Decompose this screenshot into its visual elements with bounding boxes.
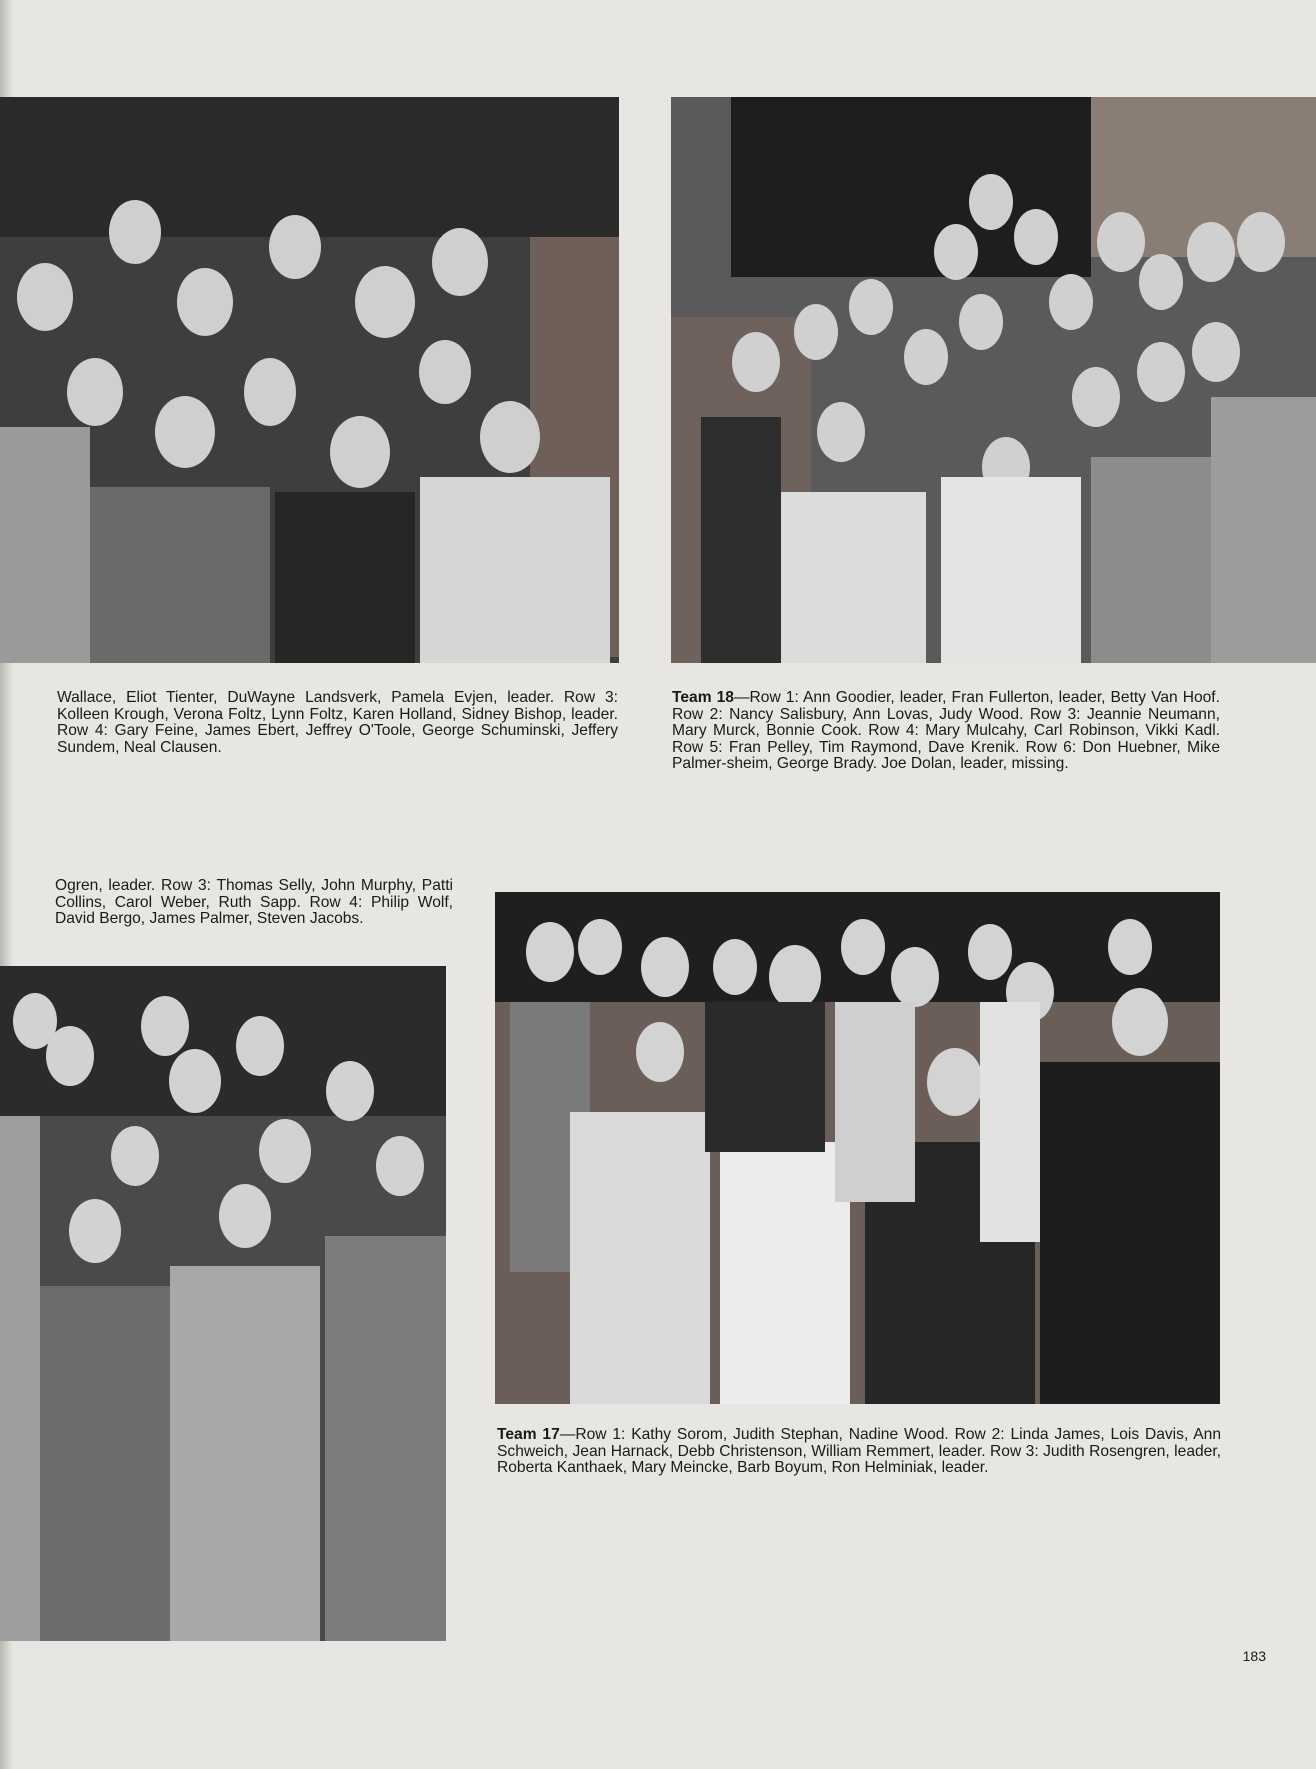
group-photo-bottom-left <box>0 966 446 1641</box>
team-18-label: Team 18 <box>672 689 734 706</box>
team-17-rows: —Row 1: Kathy Sorom, Judith Stephan, Nadine Wood. Row 2: Linda James, Lois Davis, Ann Schweich, Jean Harnack, Debb Christenson, William Remmert, leader. Row 3: Judith Rosengren, leader, Roberta Kanthaek, Mary Meincke, Barb Boyum, Ron Helminiak, leader. <box>497 1426 1221 1477</box>
caption-team-18 <box>672 690 1220 773</box>
caption-team-17 <box>497 1427 1221 1477</box>
group-photo-bottom-right <box>495 892 1220 1404</box>
group-photo-top-right <box>671 97 1316 663</box>
page-number: 183 <box>1242 1648 1266 1664</box>
group-photo-icon <box>495 892 1220 1404</box>
caption-top-left: Wallace, Eliot Tienter, DuWayne Landsverk, Pamela Evjen, leader. Row 3: Kolleen Krough, Verona Foltz, Lynn Foltz, Karen Holland, Sidney Bishop, leader. Row 4: Gary Feine, James Ebert, Jeffrey O'Toole, George Schuminski, Jeffery Sundem, Neal Clausen. <box>57 689 618 756</box>
group-photo-top-left <box>0 97 619 663</box>
group-photo-icon <box>671 97 1316 663</box>
team-17-label: Team 17 <box>497 1426 560 1443</box>
group-photo-icon <box>0 966 446 1641</box>
caption-middle-left: Ogren, leader. Row 3: Thomas Selly, John Murphy, Patti Collins, Carol Weber, Ruth Sapp. Row 4: Philip Wolf, David Bergo, James Palmer, Steven Jacobs. <box>55 877 453 928</box>
team-18-rows: —Row 1: Ann Goodier, leader, Fran Fullerton, leader, Betty Van Hoof. Row 2: Nancy Salisbury, Ann Lovas, Judy Wood. Row 3: Jeannie Neumann, Mary Murck, Bonnie Cook. Row 4: Mary Mulcahy, Carl Robinson, Vikki Kadl. Row 5: Fran Pelley, Tim Raymond, Dave Krenik. Row 6: Don Huebner, Mike Palmer-sheim, George Brady. Joe Dolan, leader, missing. <box>672 689 1220 773</box>
group-photo-icon <box>0 97 619 663</box>
